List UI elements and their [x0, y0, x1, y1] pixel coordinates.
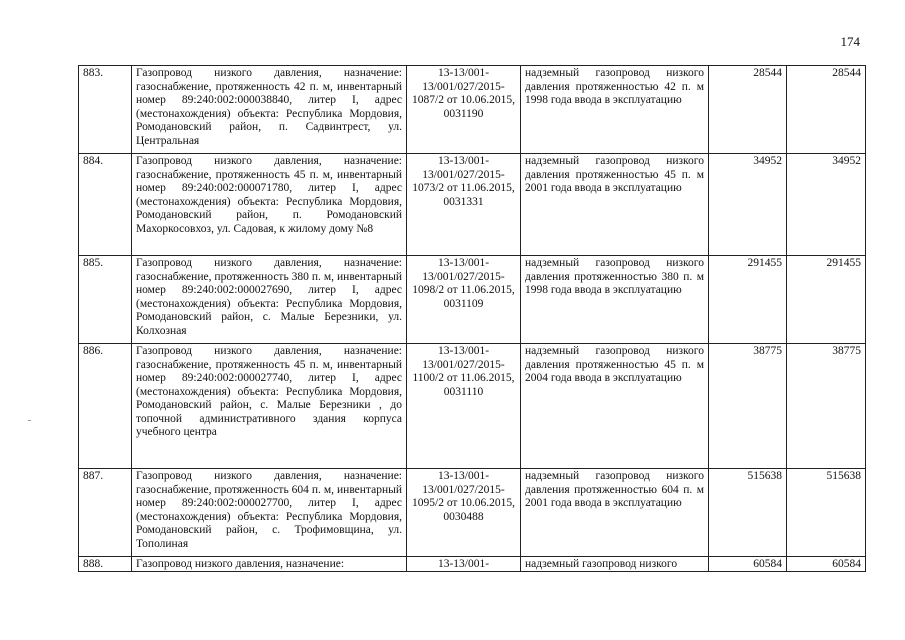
object-characteristics: надземный газопровод низкого давления протяженностью 604 п. м 2001 года ввода в эксплуатацию — [521, 469, 709, 557]
value-cell-2: 34952 — [787, 154, 866, 256]
object-description: Газопровод низкого давления, назначение: газоснабжение, протяженность 45 п. м, инвентарный номер 89:240:002:000027740, литер I, адрес (местонахождения) объекта: Республика Мордовия, Ромодановский район, с. Малые Березники , до топочной административного здания корпуса учебного центра — [132, 344, 407, 469]
registration-record: 13-13/001- — [437, 558, 490, 570]
object-description: Газопровод низкого давления, назначение: — [136, 558, 345, 570]
object-description: Газопровод низкого давления, назначение: газоснабжение, протяженность 380 п. м, инвентарный номер 89:240:002:000027690, литер I, адрес (местонахождения) объекта: Республика Мордовия, Ромодановский район, с. Малые Березники, ул. Колхозная — [132, 256, 407, 344]
table-row — [79, 469, 866, 557]
object-description: Газопровод низкого давления, назначение: газоснабжение, протяженность 604 п. м, инвентарный номер 89:240:002:000027700, литер I, адрес (местонахождения) объекта: Республика Мордовия, Ромодановский район, с. Трофимовщина, ул. Тополиная — [132, 469, 407, 557]
value-cell-1: 291455 — [709, 256, 787, 344]
object-characteristics: надземный газопровод низкого давления протяженностью 45 п. м 2001 года ввода в эксплуатацию — [521, 154, 709, 256]
value-cell-1: 515638 — [709, 469, 787, 557]
table-row — [79, 66, 866, 154]
table-row — [79, 256, 866, 344]
registration-record: 13-13/001-13/001/027/2015-1098/2 от 11.06.2015, 0031109 — [407, 256, 521, 344]
row-number: 887. — [79, 469, 132, 557]
value-cell-1: 38775 — [709, 344, 787, 469]
registration-record: 13-13/001-13/001/027/2015-1073/2 от 11.06.2015, 0031331 — [407, 154, 521, 256]
value-cell-2: 515638 — [787, 469, 866, 557]
value-cell-2: 60584 — [832, 558, 861, 570]
table-row — [79, 344, 866, 469]
row-number: 888. — [83, 558, 104, 570]
row-number: 886. — [79, 344, 132, 469]
page-number: 174 — [840, 34, 860, 49]
value-cell-2: 291455 — [787, 256, 866, 344]
scan-mark — [28, 420, 31, 421]
object-characteristics: надземный газопровод низкого — [525, 558, 678, 570]
table-row — [79, 154, 866, 256]
value-cell-1: 28544 — [709, 66, 787, 154]
object-characteristics: надземный газопровод низкого давления протяженностью 45 п. м 2004 года ввода в эксплуатацию — [521, 344, 709, 469]
object-description: Газопровод низкого давления, назначение: газоснабжение, протяженность 45 п. м, инвентарный номер 89:240:002:000071780, литер I, адрес (местонахождения) объекта: Республика Мордовия, Ромодановский район, п. Ромодановский Махоркосовхоз, ул. Садовая, к жилому дому №8 — [132, 154, 407, 256]
registration-record: 13-13/001-13/001/027/2015-1087/2 от 10.06.2015, 0031190 — [407, 66, 521, 154]
object-characteristics: надземный газопровод низкого давления протяженностью 380 п. м 1998 года ввода в эксплуатацию — [521, 256, 709, 344]
registration-record: 13-13/001-13/001/027/2015-1100/2 от 11.06.2015, 0031110 — [407, 344, 521, 469]
row-number: 884. — [79, 154, 132, 256]
object-characteristics: надземный газопровод низкого давления протяженностью 42 п. м 1998 года ввода в эксплуатацию — [521, 66, 709, 154]
table-row — [79, 557, 866, 572]
row-number: 883. — [79, 66, 132, 154]
value-cell-1: 60584 — [753, 558, 782, 570]
value-cell-2: 38775 — [787, 344, 866, 469]
value-cell-2: 28544 — [787, 66, 866, 154]
row-number: 885. — [79, 256, 132, 344]
registry-table — [78, 65, 866, 572]
object-description: Газопровод низкого давления, назначение: газоснабжение, протяженность 42 п. м, инвентарный номер 89:240:002:000038840, литер I, адрес (местонахождения) объекта: Республика Мордовия, Ромодановский район, п. Садвинтрест, ул. Центральная — [132, 66, 407, 154]
value-cell-1: 34952 — [709, 154, 787, 256]
registration-record: 13-13/001-13/001/027/2015-1095/2 от 10.06.2015, 0030488 — [407, 469, 521, 557]
